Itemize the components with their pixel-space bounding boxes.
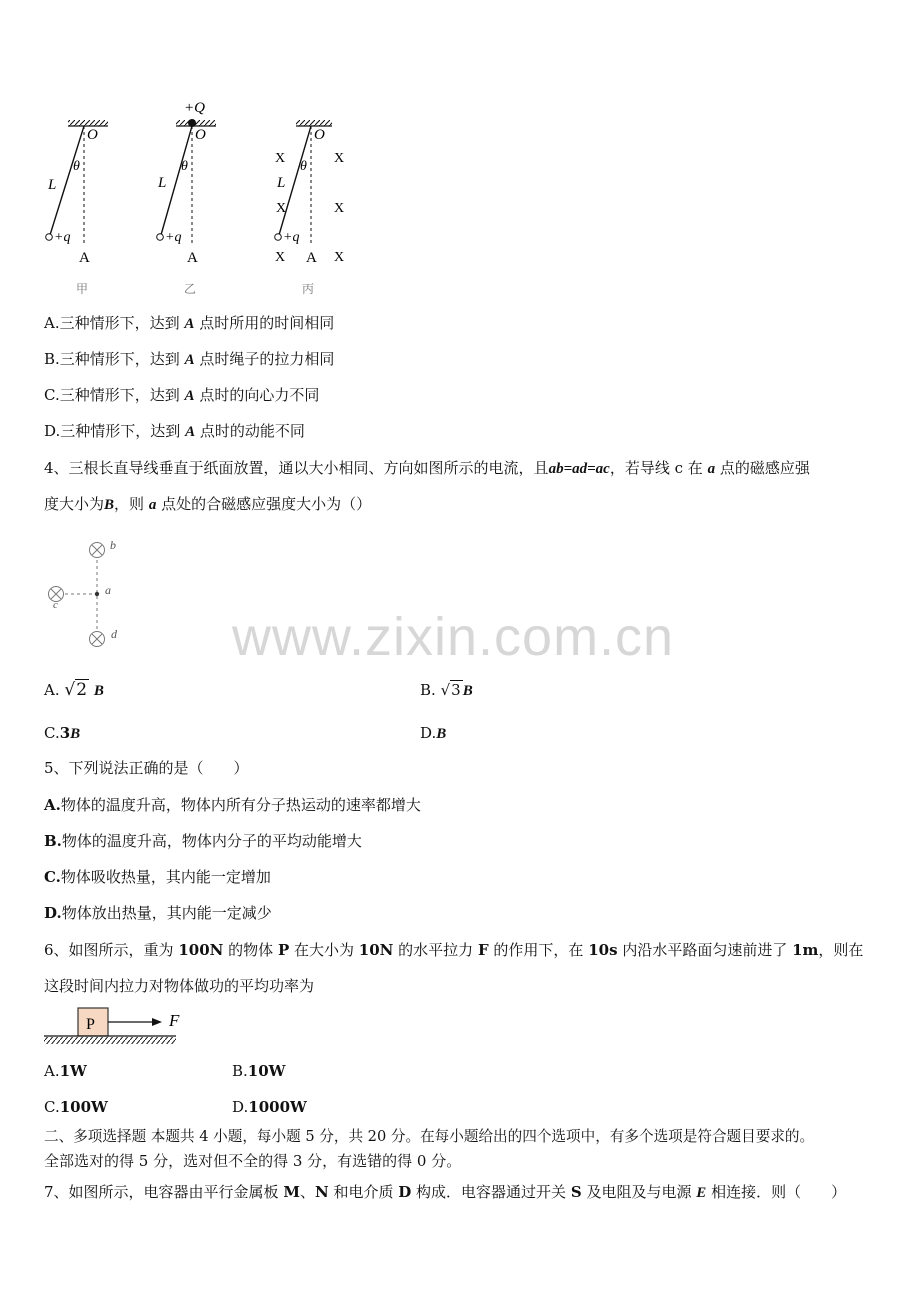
q4-option-b[interactable]: B. √3 B: [420, 681, 473, 699]
point-label: A: [306, 250, 317, 266]
q6-option-a[interactable]: A.1W: [44, 1062, 87, 1080]
pendulum-yi: [157, 100, 216, 296]
q3-option-a[interactable]: A.三种情形下，达到 A 点时所用的时间相同: [44, 314, 335, 332]
pendulum-bing: [275, 120, 344, 296]
cross-mark: X: [334, 250, 345, 265]
q3-option-b[interactable]: B.三种情形下，达到 A 点时绳子的拉力相同: [44, 350, 335, 368]
watermark: www.zixin.com.cn: [232, 607, 675, 667]
cross-mark: X: [275, 250, 286, 265]
wires-figure: [40, 532, 140, 652]
q7-stem: 7、如图所示，电容器由平行金属板 M、N 和电介质 D 构成．电容器通过开关 S 及电阻及与电源 E 相连接．则（ ）: [44, 1183, 847, 1201]
pivot-label: O: [195, 127, 206, 143]
pendulum-figure: [40, 95, 370, 305]
angle-label: θ: [181, 159, 188, 174]
point-a-label: a: [105, 583, 111, 597]
block-label: P: [86, 1016, 95, 1033]
q5-option-b[interactable]: B.物体的温度升高，物体内分子的平均动能增大: [44, 832, 362, 850]
angle-label: θ: [73, 159, 80, 174]
cross-mark: X: [275, 151, 286, 166]
cross-mark: X: [276, 201, 287, 216]
q5-option-d[interactable]: D.物体放出热量，其内能一定减少: [44, 904, 272, 922]
pivot-label: O: [314, 127, 325, 143]
charge-Q-label: +Q: [184, 100, 205, 116]
pivot-label: O: [87, 127, 98, 143]
q4-option-c[interactable]: C.3B: [44, 724, 81, 742]
wire-c-label: c: [53, 599, 58, 611]
q5-stem: 5、下列说法正确的是（ ）: [44, 759, 249, 777]
q5-option-a[interactable]: A.物体的温度升高，物体内所有分子热运动的速率都增大: [44, 796, 421, 814]
q6-stem-line2: 这段时间内拉力对物体做功的平均功率为: [44, 977, 315, 995]
q6-option-d[interactable]: D.1000W: [232, 1098, 307, 1116]
block-figure: [40, 1004, 190, 1052]
section2-line1: 二、多项选择题 本题共 4 小题，每小题 5 分，共 20 分。在每小题给出的四个选项中，有多个选项是符合题目要求的。: [44, 1128, 815, 1145]
caption-bing: 丙: [302, 282, 315, 296]
charge-label: +q: [165, 230, 182, 245]
cross-mark: X: [334, 201, 345, 216]
force-label: F: [169, 1011, 180, 1030]
q3-option-c[interactable]: C.三种情形下，达到 A 点时的向心力不同: [44, 386, 320, 404]
pendulum-jia: [46, 120, 108, 296]
length-label: L: [158, 175, 167, 191]
q3-option-d[interactable]: D.三种情形下，达到 A 点时的动能不同: [44, 422, 305, 440]
q4-option-d[interactable]: D.B: [420, 724, 447, 742]
length-label: L: [48, 177, 57, 193]
point-label: A: [187, 250, 198, 266]
caption-jia: 甲: [76, 282, 89, 296]
q4-stem-line2: 度大小为B，则 a 点处的合磁感应强度大小为（）: [44, 495, 372, 513]
section2-line2: 全部选对的得 5 分，选对但不全的得 3 分，有选错的得 0 分。: [44, 1152, 462, 1170]
wire-b-label: b: [110, 538, 116, 552]
q4-option-a[interactable]: A. √2 B: [44, 680, 104, 700]
q5-option-c[interactable]: C.物体吸收热量，其内能一定增加: [44, 868, 271, 886]
q6-stem-line1: 6、如图所示，重为 100N 的物体 P 在大小为 10N 的水平拉力 F 的作用下，在 10s 内沿水平路面匀速前进了 1m，则在: [44, 941, 864, 959]
q6-option-c[interactable]: C.100W: [44, 1098, 108, 1116]
caption-yi: 乙: [184, 282, 197, 296]
length-label: L: [277, 175, 286, 191]
q4-stem-line1: 4、三根长直导线垂直于纸面放置，通以大小相同、方向如图所示的电流，且ab=ad=ac，若导线 c 在 a 点的磁感应强: [44, 459, 810, 477]
charge-label: +q: [54, 230, 71, 245]
point-label: A: [79, 250, 90, 266]
wire-d-label: d: [111, 627, 117, 641]
cross-mark: X: [334, 151, 345, 166]
charge-label: +q: [283, 230, 300, 245]
q6-option-b[interactable]: B.10W: [232, 1062, 286, 1080]
angle-label: θ: [300, 159, 307, 174]
